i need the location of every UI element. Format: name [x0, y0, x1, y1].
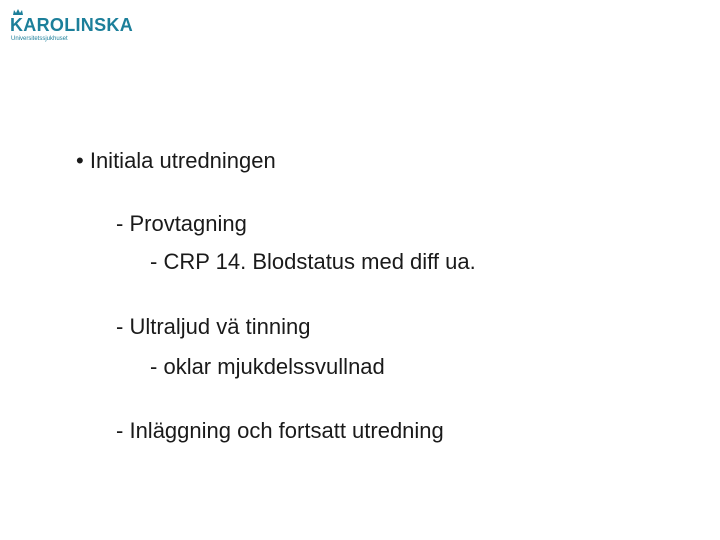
detail-text: oklar mjukdelssvullnad: [163, 354, 385, 379]
dash-marker: -: [116, 314, 124, 339]
subitem-text: Provtagning: [129, 211, 247, 236]
detail-text: CRP 14. Blodstatus med diff ua.: [163, 249, 476, 274]
detail-soft-tissue-swelling: [150, 354, 385, 380]
logo-wordmark: KAROLINSKA: [10, 15, 133, 35]
bullet-marker: •: [76, 148, 84, 173]
bullet-initial-investigation: [76, 148, 276, 174]
subitem-sampling: [116, 211, 247, 237]
subitem-admission: [116, 418, 444, 444]
subitem-text: Ultraljud vä tinning: [129, 314, 311, 339]
detail-crp-bloodstatus: [150, 249, 476, 275]
subitem-text: Inläggning och fortsatt utredning: [129, 418, 444, 443]
subitem-ultrasound: [116, 314, 310, 340]
logo-subtitle: Universitetssjukhuset: [11, 36, 68, 42]
dash-marker: -: [150, 249, 158, 274]
bullet-text: Initiala utredningen: [89, 148, 276, 173]
dash-marker: -: [116, 211, 124, 236]
dash-marker: -: [150, 354, 158, 379]
dash-marker: -: [116, 418, 124, 443]
